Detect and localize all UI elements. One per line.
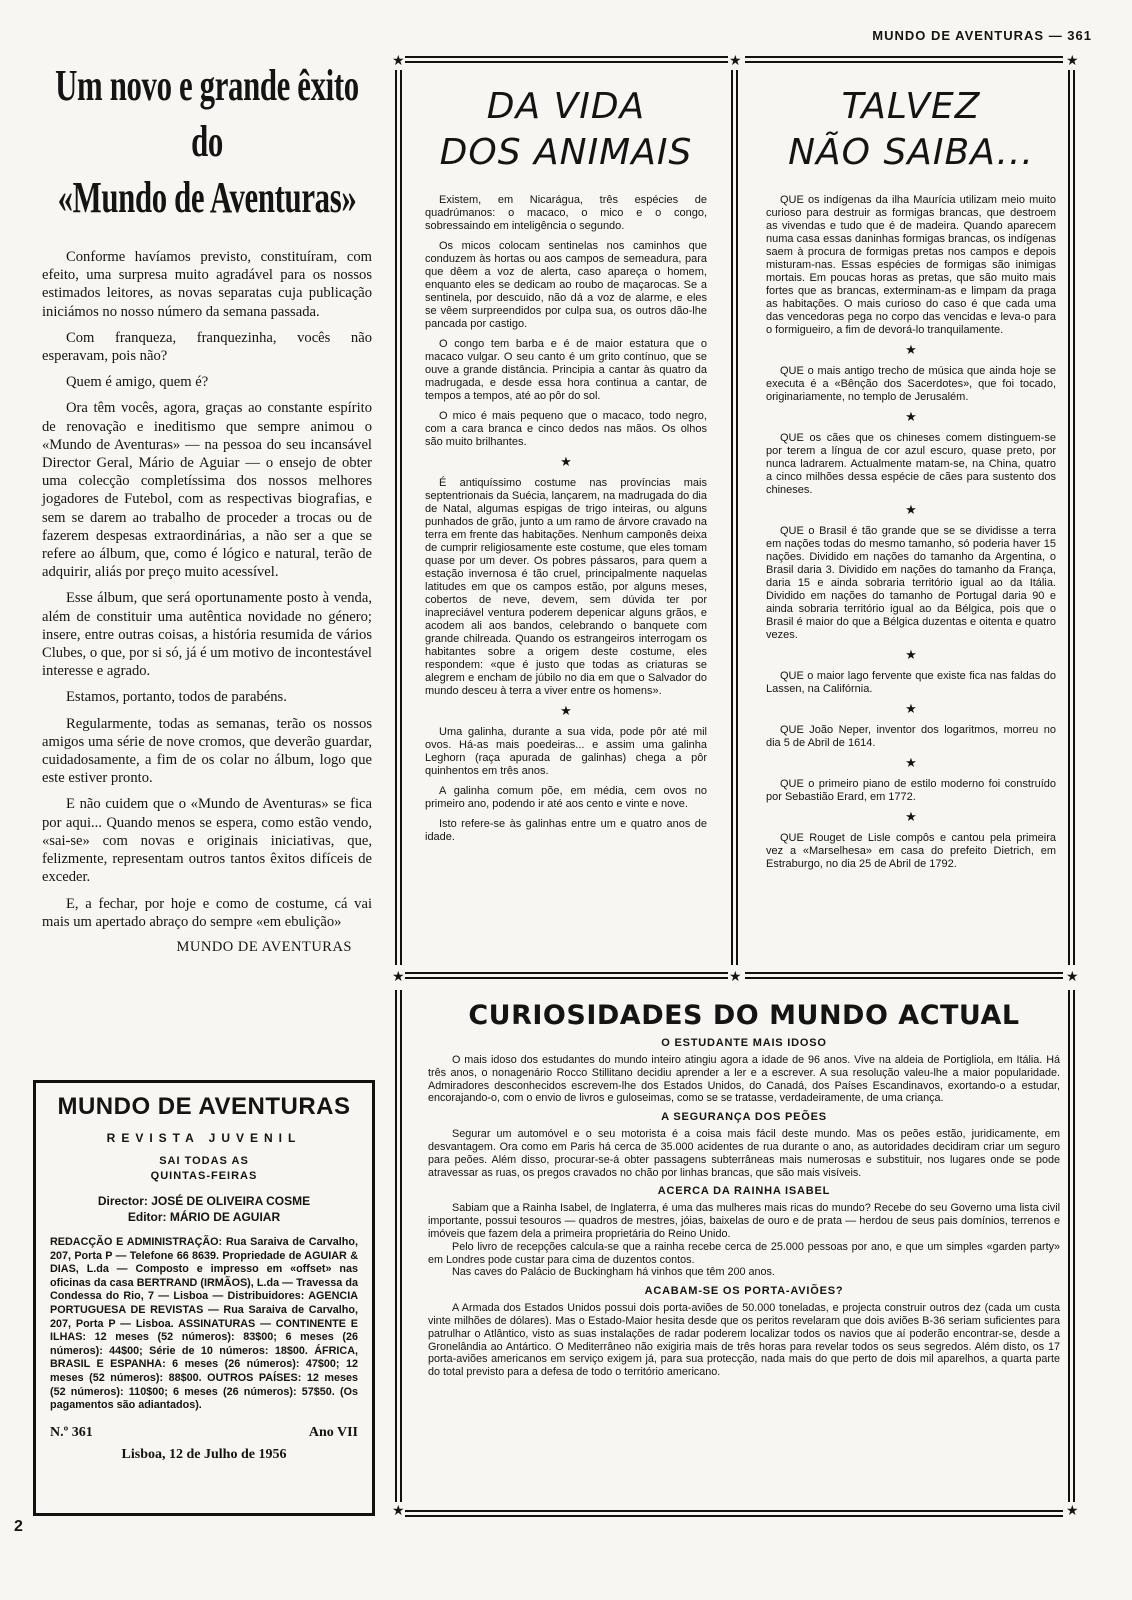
editorial-column bbox=[42, 58, 372, 956]
animals-title bbox=[415, 84, 717, 176]
editorial-paragraph: E, a fechar, por hoje e como de costume, cá vai mais um apertado abraço do sempre «em ebulição» bbox=[42, 895, 372, 930]
star-ornament: ★ bbox=[1066, 969, 1079, 985]
section-paragraph: O mais idoso dos estudantes do mundo inteiro atingiu agora a idade de 96 anos. Vive na aldeia de Portigliola, em Itália. Há três anos, o nonagenário Rocco Stillitano decidiu aprender a ler e a escrever. A sua resolução valeu-lhe a maior popularidade. Admiradores desconhecidos escrevem-lhe dos Estados Unidos, do Canadá, dos Países Escandinavos, exortando-o a estudar, encorajando-o, com o envio de livros e guloseimas, como se se tratasse, verdadeiramente, de uma criança. bbox=[428, 1054, 1060, 1105]
editorial-paragraph: Conforme havíamos previsto, constituíram, com efeito, uma surpresa muito agradável para os nossos estimados leitores, as novas separatas cuja publicação iniciámos no nosso número da semana passada. bbox=[42, 249, 372, 320]
animals-paragraph: A galinha comum põe, em média, cem ovos no primeiro ano, podendo ir até aos cento e vinte e nove. bbox=[425, 785, 707, 810]
masthead-frequency-day: QUINTAS-FEIRAS bbox=[150, 1170, 258, 1182]
middle-rule-right bbox=[745, 972, 1063, 979]
right-column-rule-top bbox=[1068, 70, 1075, 965]
editorial-paragraph: E não cuidem que o «Mundo de Aventuras» se fica por aqui... Quando menos se espera, como estão vendo, «sai-se» com novas e originais iniciativas, que, felizmente, representam outros tantos êxitos difíceis de exceder. bbox=[42, 796, 372, 886]
section-heading: O ESTUDANTE MAIS IDOSO bbox=[661, 1037, 827, 1049]
section-text bbox=[428, 1054, 1060, 1105]
top-rule-right bbox=[745, 56, 1063, 63]
masthead-body: REDACÇÃO E ADMINISTRAÇÃO: Rua Saraiva de Carvalho, 207, Porta P — Telefone 66 8639. Propriedade de AGUIAR & DIAS, L.da — Composto e impresso em «offset» nas oficinas da casa BERTRAND (IRMÃOS), L.da — Travessa da Condessa do Rio, 7 — Lisboa — Distribuidores: AGENCIA PORTUGUESA DE REVISTAS — Rua Saraiva de Carvalho, 207, Porta P — Lisboa. ASSINATURAS — CONTINENTE E ILHAS: 12 meses (52 números): 83$00; 6 meses (26 números): 44$00; Série de 10 números: 18$00. ÁFRICA, BRASIL E ESPANHA: 6 meses (26 números): 47$00; 12 meses (52 números): 88$00. OUTROS PAÍSES: 12 meses (52 números): 110$00; 6 meses (26 números): 57$50. (Os pagamentos são adiantados). bbox=[50, 1236, 358, 1412]
star-ornament: ★ bbox=[729, 53, 742, 69]
section-heading: ACABAM-SE OS PORTA-AVIÕES? bbox=[644, 1285, 844, 1298]
star-separator: ★ bbox=[905, 343, 917, 358]
headline-line-1: Um novo e grande êxito bbox=[55, 61, 359, 110]
animals-paragraph: Os micos colocam sentinelas nos caminhos que conduzem às hortas ou aos campos de semeadura, para que dêem a voz de alerta, caso apareça o homem, enquanto eles se dedicam ao roubo de maçarocas. Se a sentinela, por descuido, não dá a voz de alarme, e eles se vêem surpreendidos por culpa sua, os outros dão-lhe pancada por castigo. bbox=[425, 240, 707, 330]
masthead-credits bbox=[50, 1194, 358, 1224]
fact-item: QUE o primeiro piano de estilo moderno foi construído por Sebastião Erard, em 1772. bbox=[766, 778, 1056, 803]
section-text bbox=[428, 1302, 1060, 1379]
did-you-know-title-line-2: NÃO SAIBA... bbox=[788, 132, 1034, 173]
animals-paragraph: É antiquíssimo costume nas províncias mais septentrionais da Suécia, lançarem, na madrugada do dia de Natal, algumas espigas de trigo inteiras, ou alguns punhados de grão, junto a um ramo de árvore cravado na terra em frente das habitações. Nenhum camponês deixa de cumprir religiosamente este costume, que eles tomam quase por um dever. Os pobres pássaros, para quem a estação invernosa é tão cruel, principalmente naquelas latitudes em que os campos estão, por alguns meses, cobertos de neve, devem, sem dúvida ter por inapreciável ventura poderem depenicar alguns grãos, e acodem ali aos bandos, celebrando o banquete com grande chilreada. Quando os estrangeiros interrogam os habitantes sobre a origem deste costume, eles respondem: «que é justo que todas as criaturas se alegrem e encham de júbilo no dia em que o Salvador do mundo desceu à terra a viver entre os homens». bbox=[425, 477, 707, 697]
animals-title-line-2: DOS ANIMAIS bbox=[439, 132, 693, 173]
did-you-know-title-line-1: TALVEZ bbox=[841, 86, 981, 127]
section-heading: A SEGURANÇA DOS PEÕES bbox=[661, 1111, 827, 1124]
top-rule-left bbox=[405, 56, 728, 63]
issue-number: N.º 361 bbox=[50, 1424, 93, 1440]
animals-paragraph: Uma galinha, durante a sua vida, pode pôr até mil ovos. Há-as mais poedeiras... e assim uma galinha Leghorn (raça apurada de galinhas) chega a pôr quinhentos em três anos. bbox=[425, 726, 707, 777]
star-ornament: ★ bbox=[392, 969, 405, 985]
masthead-subtitle: REVISTA JUVENIL bbox=[106, 1131, 302, 1145]
fact-item: QUE o Brasil é tão grande que se se dividisse a terra em nações todas do mesmo tamanho, só poderia haver 15 nações. Dividido em nações do tamanho da Argentina, o Brasil daria 3. Dividido em nações do tamanho da França, daria 15 e ainda sobraria território igual ao da Itália. Dividido em nações do tamanho de Portugal daria 90 e ainda sobraria território igual ao da Bélgica, pois que o Brasil é maior do que a Bélgica duzentas e oitenta e quatro vezes. bbox=[766, 525, 1056, 641]
editorial-signature: MUNDO DE AVENTURAS bbox=[176, 938, 352, 955]
animals-title-line-1: DA VIDA bbox=[486, 86, 646, 127]
section-paragraph: A Armada dos Estados Unidos possui dois porta-aviões de 50.000 toneladas, e projecta construir outros dez (cada um custa vinte milhões de dólares). Mas o Estado-Maior hesita desde que os peritos revelaram que dois aviões B-36 seriam suficientes para patrulhar o Atlântico, visto as suas instalações de radar poderem localizar todos os navios que aí poderão encontrar-se, desde a Gronelândia ao Antártico. O Mediterrâneo não exigiria mais de três horas para revelar todos os seus segredos. Além disto, os 17 porta-aviões americanos em serviço exigem já, para sua protecção, nada mais do que perto de dois mil aparelhos, a quarta parte do total previsto para a defesa de todo o território americano. bbox=[428, 1302, 1060, 1379]
curiosities-title: CURIOSIDADES DO MUNDO ACTUAL bbox=[468, 1000, 1020, 1031]
star-ornament: ★ bbox=[392, 53, 405, 69]
animals-paragraph: O mico é mais pequeno que o macaco, todo negro, com a cara branca e cinco dedos nas mãos. Os olhos são muito brilhantes. bbox=[425, 410, 707, 448]
masthead-box bbox=[33, 1080, 375, 1516]
left-column-rule-top bbox=[395, 70, 402, 965]
did-you-know-text bbox=[756, 194, 1066, 871]
star-separator: ★ bbox=[560, 455, 572, 470]
running-head: MUNDO DE AVENTURAS — 361 bbox=[872, 28, 1092, 43]
section-text bbox=[428, 1128, 1060, 1179]
masthead-footer bbox=[50, 1425, 358, 1441]
masthead-editor: Editor: MÁRIO DE AGUIAR bbox=[127, 1210, 281, 1224]
editorial-paragraph: Com franqueza, franquezinha, vocês não esperavam, pois não? bbox=[42, 329, 372, 365]
headline-line-2: do bbox=[191, 117, 223, 166]
curiosities-section bbox=[428, 1000, 1060, 1379]
animals-column bbox=[415, 84, 717, 851]
star-separator: ★ bbox=[905, 756, 917, 771]
star-separator: ★ bbox=[905, 410, 917, 425]
star-separator: ★ bbox=[905, 810, 917, 825]
right-column-rule-bottom bbox=[1068, 990, 1075, 1502]
issue-date: Lisboa, 12 de Julho de 1956 bbox=[121, 1446, 287, 1462]
editorial-paragraph: Regularmente, todas as semanas, terão os nossos amigos uma série de nove cromos, que deverão guardar, cuidadosamente, a fim de os colar no álbum, logo que este estiver pronto. bbox=[42, 715, 372, 787]
animals-text bbox=[415, 194, 717, 844]
animals-paragraph: O congo tem barba e é de maior estatura que o macaco vulgar. O seu canto é um grito contínuo, que se ouve a grande distância. Principia a cantar às quatro da madrugada, e desde essa hora continua a cantar, de tempos a tempos, até ao pôr do sol. bbox=[425, 338, 707, 402]
section-paragraph: Sabiam que a Rainha Isabel, de Inglaterra, é uma das mulheres mais ricas do mundo? Recebe do seu Governo uma lista civil importante, possui tesouros — quadros de mestres, jóias, baixelas de ouro e de prata — herdou de seus pais domínios, terrenos e imóveis que fazem dela a primeira proprietária do Reino Unido. bbox=[428, 1202, 1060, 1240]
did-you-know-column bbox=[756, 84, 1066, 878]
star-separator: ★ bbox=[905, 503, 917, 518]
editorial-paragraph: Esse álbum, que será oportunamente posto à venda, além de constituir uma autêntica novidade no género; insere, entre outras coisas, a história resumida de vários Clubes, o que, por si só, já é um motivo de incontestável interesse e agrado. bbox=[42, 590, 372, 680]
editorial-headline bbox=[43, 58, 372, 226]
editorial-paragraph: Quem é amigo, quem é? bbox=[66, 374, 209, 391]
center-column-rule bbox=[731, 70, 738, 965]
left-column-rule-bottom bbox=[395, 990, 402, 1502]
bottom-rule bbox=[405, 1510, 1063, 1517]
did-you-know-title bbox=[756, 84, 1066, 176]
star-ornament: ★ bbox=[1066, 1503, 1079, 1519]
fact-item: QUE os cães que os chineses comem distinguem-se por terem a língua de cor azul escuro, quase preto, por nunca ladrarem. Actualmente matam-se, na China, quatro a cinco milhões dessa espécie de cães para sustento dos chineses. bbox=[766, 432, 1056, 496]
editorial-paragraph: Estamos, portanto, todos de parabéns. bbox=[66, 689, 287, 706]
section-paragraph: Segurar um automóvel e o seu motorista é a coisa mais fácil deste mundo. Mas os peões estão, juridicamente, em desvantagem. Ora como em Paris há cerca de 35.000 acidentes de rua durante o ano, as autoridades decidiram criar um seguro para peões. Além disso, procurar-se-á obter passagens subterrâneas mais numerosas e substituir, nos lugares onde se pode atravessar as ruas, os pregos cravados no chão por linhas brancas, que são mais visíveis. bbox=[428, 1128, 1060, 1179]
section-paragraph: Pelo livro de recepções calcula-se que a rainha recebe cerca de 25.000 pessoas por ano, e que um simples «garden party» em Londres pode custar para cima de duzentos contos. bbox=[428, 1240, 1060, 1266]
section-text bbox=[428, 1202, 1060, 1279]
page-number: 2 bbox=[14, 1518, 23, 1535]
editorial-body bbox=[42, 248, 372, 931]
star-ornament: ★ bbox=[729, 969, 742, 985]
headline-line-3: «Mundo de Aventuras» bbox=[57, 173, 357, 222]
section-heading: ACERCA DA RAINHA ISABEL bbox=[657, 1185, 831, 1198]
masthead-title: MUNDO DE AVENTURAS bbox=[57, 1093, 351, 1120]
fact-item: QUE Rouget de Lisle compôs e cantou pela primeira vez a «Marselhesa» em casa do prefeito Dietrich, em Estraburgo, no dia 25 de Abril de 1792. bbox=[766, 832, 1056, 870]
editorial-paragraph: Ora têm vocês, agora, graças ao constante espírito de renovação e ineditismo que sempre animou o «Mundo de Aventuras» — na pessoa do seu incansável Director Geral, Mário de Aguiar — o ensejo de obter uma colecção completíssima dos nossos melhores jogadores de Futebol, com as respectivas biografias, e sem se darem ao trabalho de proceder a trocas ou de fazerem despesas extraordinárias, a não ser a que se refere ao álbum, que, como é lógico e natural, terão de adquirir, aliás por preço muito acessível. bbox=[42, 400, 372, 581]
fact-item: QUE os indígenas da ilha Maurícia utilizam meio muito curioso para destruir as formigas brancas, que destroem as vivendas e tudo que é de madeira. Quando aparecem numa casa essas daninhas formigas brancas, os indígenas saem à procura de formigas pretas nos campos e depois misturam-nas. Essas espécies de formigas são inimigas mortais. Em poucas horas as pretas, que são muito mais fortes que as brancas, exterminam-as e limpam da praga as habitações. O mais curioso do caso é que cada uma das vencedoras pega no corpo das vencidas e leva-o para o formigueiro, a fim de devorá-lo tranquilamente. bbox=[766, 194, 1056, 336]
animals-paragraph: Existem, em Nicarágua, três espécies de quadrúmanos: o macaco, o mico e o congo, sobressaindo em inteligência o segundo. bbox=[425, 194, 707, 232]
masthead-frequency: SAI TODAS AS bbox=[159, 1155, 249, 1167]
animals-paragraph: Isto refere-se às galinhas entre um e quatro anos de idade. bbox=[425, 818, 707, 843]
star-ornament: ★ bbox=[1066, 53, 1079, 69]
star-separator: ★ bbox=[905, 648, 917, 663]
star-ornament: ★ bbox=[392, 1503, 405, 1519]
middle-rule-left bbox=[405, 972, 728, 979]
fact-item: QUE João Neper, inventor dos logaritmos, morreu no dia 5 de Abril de 1614. bbox=[766, 724, 1056, 749]
fact-item: QUE o maior lago fervente que existe fica nas faldas do Lassen, na Califórnia. bbox=[766, 670, 1056, 695]
issue-year: Ano VII bbox=[308, 1424, 358, 1440]
masthead-director: Director: JOSÉ DE OLIVEIRA COSME bbox=[97, 1194, 311, 1208]
fact-item: QUE o mais antigo trecho de música que ainda hoje se executa é a «Bênção dos Sacerdotes», que foi tocado, originariamente, no templo de Jerusalém. bbox=[766, 365, 1056, 403]
star-separator: ★ bbox=[560, 704, 572, 719]
section-paragraph: Nas caves do Palácio de Buckingham há vinhos que têm 200 anos. bbox=[452, 1266, 775, 1279]
star-separator: ★ bbox=[905, 702, 917, 717]
